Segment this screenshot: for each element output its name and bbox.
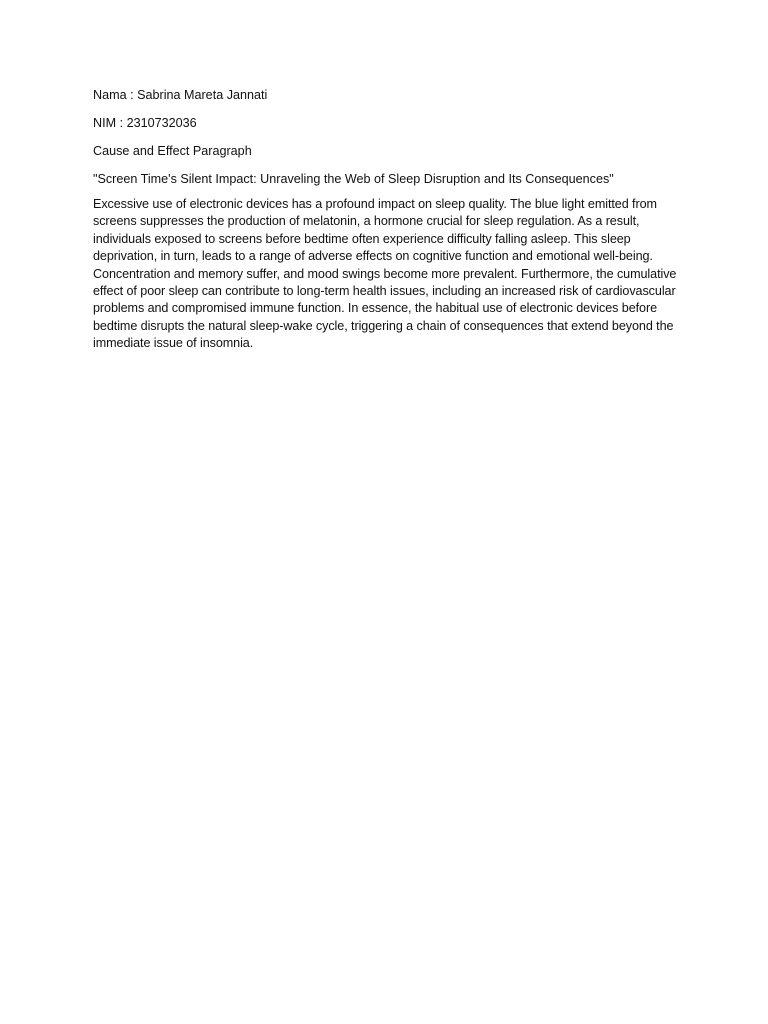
- assignment-type-line: Cause and Effect Paragraph: [93, 144, 252, 158]
- student-id-line: NIM : 2310732036: [93, 116, 197, 130]
- student-name-line: Nama : Sabrina Mareta Jannati: [93, 88, 268, 102]
- document-content: [93, 86, 683, 353]
- essay-title: "Screen Time's Silent Impact: Unraveling the Web of Sleep Disruption and Its Consequences": [93, 172, 614, 186]
- essay-body-paragraph: Excessive use of electronic devices has a profound impact on sleep quality. The blue light emitted from screens suppresses the production of melatonin, a hormone crucial for sleep regulation. As a result, individuals exposed to screens before bedtime often experience difficulty falling asleep. This sleep deprivation, in turn, leads to a range of adverse effects on cognitive function and emotional well-being. Concentration and memory suffer, and mood swings become more prevalent. Furthermore, the cumulative effect of poor sleep can contribute to long-term health issues, including an increased risk of cardiovascular problems and compromised immune function. In essence, the habitual use of electronic devices before bedtime disrupts the natural sleep-wake cycle, triggering a chain of consequences that extend beyond the immediate issue of insomnia.: [93, 197, 677, 351]
